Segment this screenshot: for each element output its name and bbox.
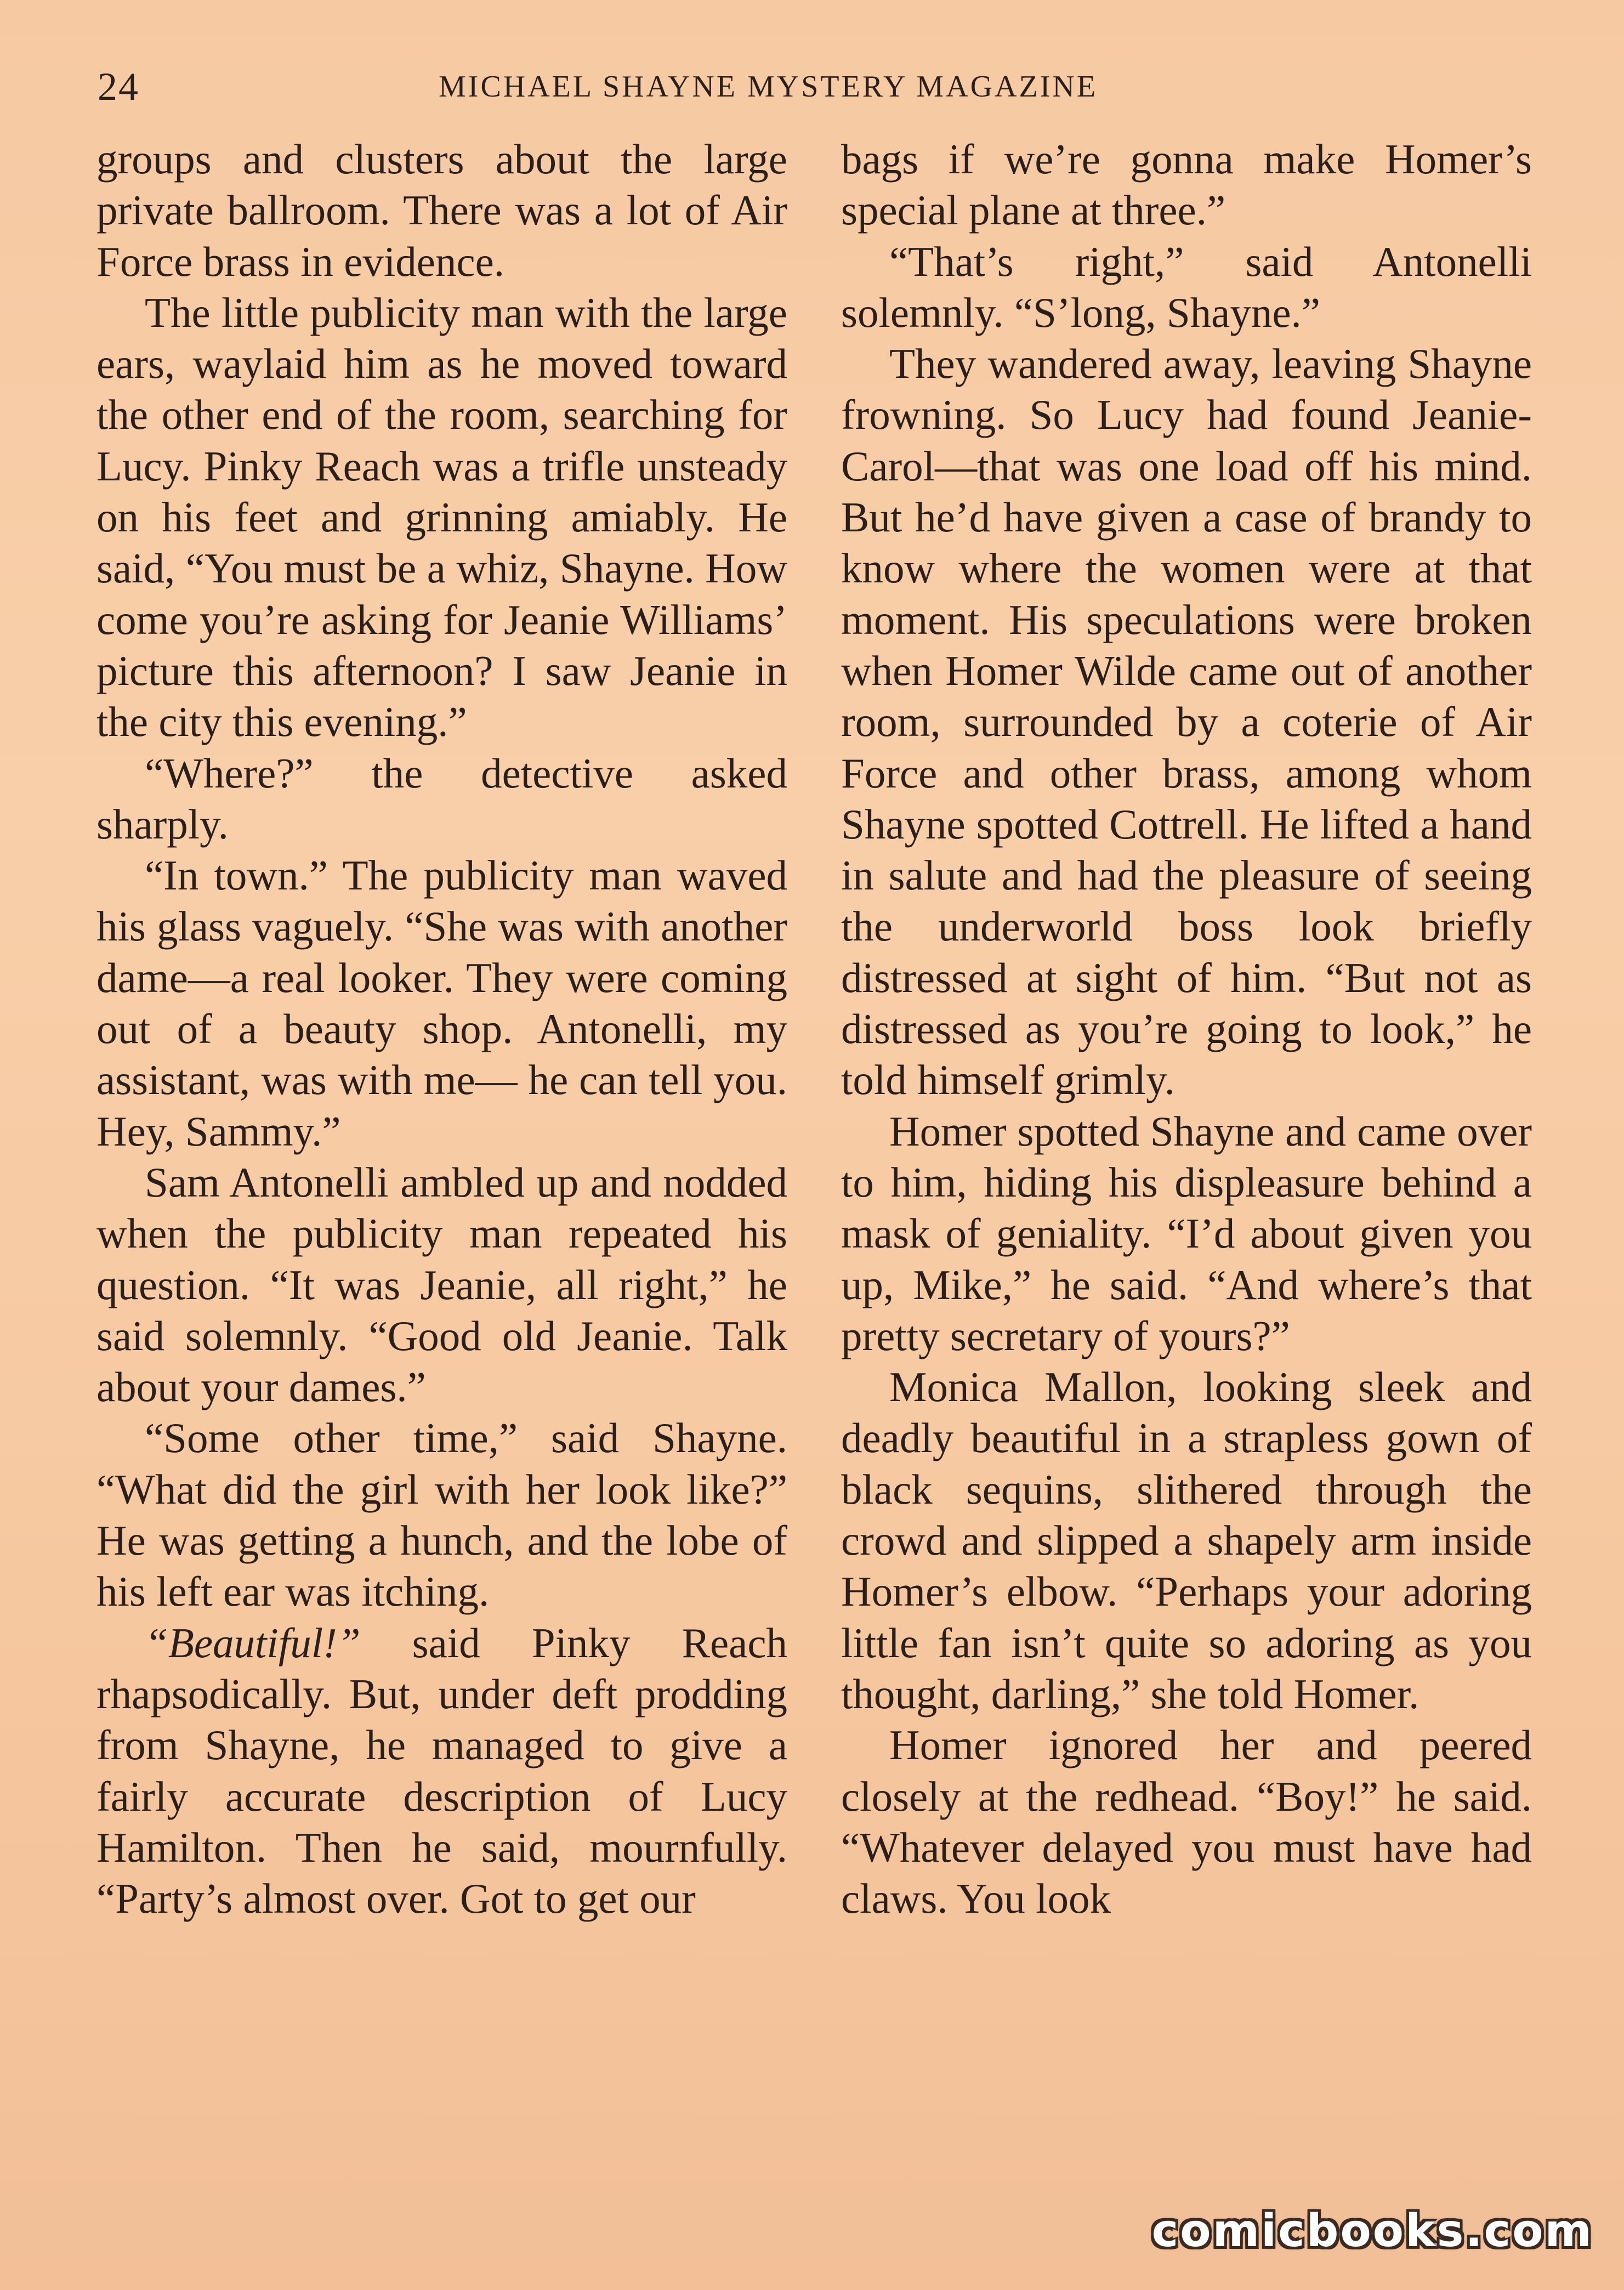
right-column [841,134,1532,1924]
running-head: MICHAEL SHAYNE MYSTERY MAGAZINE [439,70,1098,104]
paragraph: “Some other time,” said Shayne. “What did the girl with her look like?” He was getting a hunch, and the lobe of his left ear was itching. [96,1414,787,1616]
paragraph: bags if we’re gonna make Homer’s special plane at three.” [841,135,1532,234]
paragraph-text: said Pinky Reach rhapsodically. But, under deft prodding from Shayne, he managed to give a fairly accurate description of Lucy Hamilton. Then he said, mournfully. “Party’s almost over. Got to get our [96,1619,787,1923]
paragraph: “In town.” The publicity man waved his glass vaguely. “She was with another dame—a real looker. They were coming out of a beauty shop. Antonelli, my assistant, was with me— he can tell you. Hey, Sammy.” [96,852,787,1155]
paragraph: “That’s right,” said Antonelli solemnly. “S’long, Shayne.” [841,237,1532,336]
paragraph: Monica Mallon, looking sleek and deadly beautiful in a strapless gown of black sequins, slithered through the crowd and slipped a shapely arm inside Homer’s elbow. “Perhaps your adoring little fan isn’t quite so adoring as you thought, darling,” she told Homer. [841,1363,1532,1718]
paragraph: Sam Antonelli ambled up and nodded when the publicity man repeated his question. “It was Jeanie, all right,” he said solemnly. “Good old Jeanie. Talk about your dames.” [96,1158,787,1411]
watermark: comicbooks.com [1151,2205,1593,2257]
paragraph: The little publicity man with the large ears, waylaid him as he moved toward the other end of the room, searching for Lucy. Pinky Reach was a trifle unsteady on his feet and grinning amiably. He said, “You must be a whiz, Shayne. How come you’re asking for Jeanie Williams’ picture this afternoon? I saw Jeanie in the city this evening.” [96,288,787,746]
left-column [96,134,787,1924]
page-number: 24 [98,65,139,109]
paragraph [96,1618,787,1925]
page-header [0,59,1624,114]
paragraph: Homer ignored her and peered closely at the redhead. “Boy!” he said. “Whatever delayed you must have had claws. You look [841,1721,1532,1923]
paragraph: They wandered away, leaving Shayne frowning. So Lucy had found Jeanie-Carol—that was one load off his mind. But he’d have given a case of brandy to know where the women were at that moment. His speculations were broken when Homer Wilde came out of another room, surrounded by a coterie of Air Force and other brass, among whom Shayne spotted Cottrell. He lifted a hand in salute and had the pleasure of seeing the underworld boss look briefly distressed at sight of him. “But not as distressed as you’re going to look,” he told himself grimly. [841,340,1532,1104]
paragraph: groups and clusters about the large private ballroom. There was a lot of Air Force brass in evidence. [96,135,787,285]
paragraph: “Where?” the detective asked sharply. [96,749,787,848]
italic-exclamation: “Beautiful!” [145,1619,361,1667]
paragraph: Homer spotted Shayne and came over to him, hiding his displeasure behind a mask of geniality. “I’d about given you up, Mike,” he said. “And where’s that pretty secretary of yours?” [841,1107,1532,1359]
